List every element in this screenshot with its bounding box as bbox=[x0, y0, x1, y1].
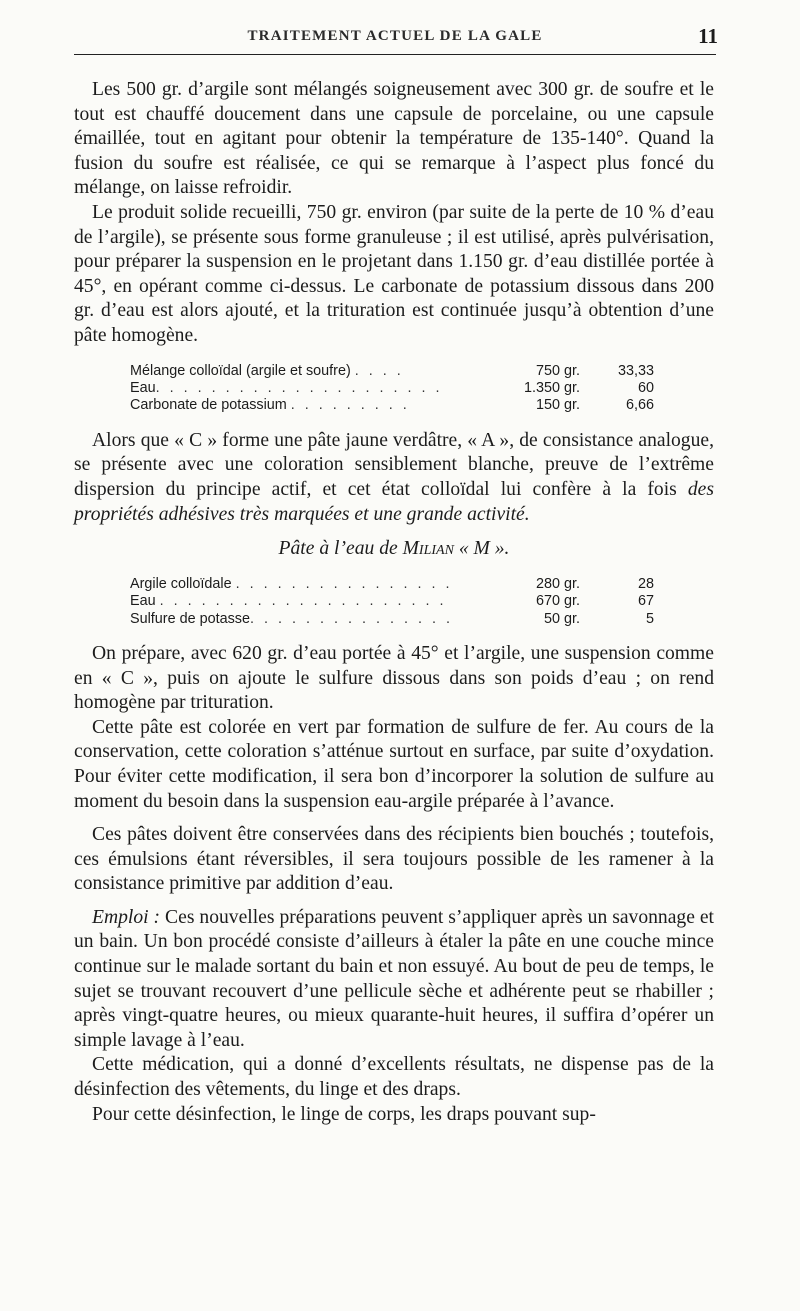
recipe-caption-milian bbox=[74, 537, 714, 562]
dot-leader: . . . . . . . . . . . . . . . bbox=[250, 610, 453, 627]
recipe-table-m bbox=[130, 576, 654, 628]
dot-leader: . . . . bbox=[354, 362, 404, 379]
table-row bbox=[130, 380, 654, 397]
ingredient-name: Argile colloïdale bbox=[130, 575, 232, 592]
table-row bbox=[130, 576, 654, 593]
table-row bbox=[130, 363, 654, 380]
dot-leader: . . . . . . . . . bbox=[290, 397, 410, 414]
running-title: TRAITEMENT ACTUEL DE LA GALE bbox=[247, 28, 543, 44]
ingredient-quantity: 150 gr. bbox=[535, 397, 580, 414]
ingredient-percent: 5 bbox=[645, 610, 654, 627]
ingredient-name: Sulfure de potasse bbox=[130, 610, 251, 627]
ingredient-name: Mélange colloïdal (argile et soufre) bbox=[130, 362, 351, 379]
caption-suffix: « M ». bbox=[453, 538, 510, 560]
ingredient-name: Eau bbox=[130, 593, 156, 610]
usage-label: Emploi : bbox=[92, 906, 161, 928]
paragraph-storage: Ces pâtes doivent être conservées dans des récipients bien bouchés ; toutefois, ces émulsions étant réversibles, il sera toujours possible de les ramener à la consistance primitive par addition d’eau. bbox=[74, 824, 714, 895]
paragraph-clay-sulfur-heating: Les 500 gr. d’argile sont mélangés soigneusement avec 300 gr. de soufre et le tout est chauffé doucement dans une capsule de porcelaine, ou une capsule émaillée, tout en agitant pour obtenir la température de 135-140°. Quand la fusion du soufre est réalisée, ce qui se remarque à l’aspect plus foncé du mélange, on laisse refroidir. bbox=[74, 79, 714, 199]
ingredient-percent: 28 bbox=[637, 575, 654, 592]
paragraph-solid-product: Le produit solide recueilli, 750 gr. environ (par suite de la perte de 10 % d’eau de l’argile), se présente sous forme granuleuse ; il est utilisé, après pulvérisation, pour préparer la suspension en le projetant dans 1.150 gr. d’eau distillée portée à 45°, en opérant comme ci-dessus. Le carbonate de potassium dissous dans 200 gr. d’eau est alors ajouté, et la trituration est continuée jusqu’à obtention d’une pâte homogène. bbox=[74, 201, 714, 346]
page-header bbox=[74, 24, 716, 55]
ingredient-quantity: 750 gr. bbox=[535, 362, 580, 379]
ingredient-percent: 67 bbox=[637, 593, 654, 610]
paragraph-usage bbox=[74, 906, 714, 1054]
caption-author: Milian bbox=[402, 538, 454, 560]
paragraph-coloration: Cette pâte est colorée en vert par formation de sulfure de fer. Au cours de la conservation, cette coloration s’atténue surtout en surface, par suite d’oxydation. Pour éviter cette modification, il sera bon d’incorporer la solution de sulfure au moment du besoin dans la suspension eau-argile préparée à l’avance. bbox=[74, 716, 714, 812]
ingredient-quantity: 1.350 gr. bbox=[523, 379, 580, 396]
ingredient-percent: 60 bbox=[637, 379, 654, 396]
paragraph-preparation: On prépare, avec 620 gr. d’eau portée à 45° et l’argile, une suspension comme en « C », puis on ajoute le sulfure dissous dans son poids d’eau ; on rend homogène par trituration. bbox=[74, 642, 714, 714]
ingredient-quantity: 50 gr. bbox=[543, 610, 580, 627]
table-row bbox=[130, 397, 654, 414]
paragraph-comparison bbox=[74, 429, 714, 527]
emphasis-text: des propriétés adhésives très marquées et une grande activité. bbox=[74, 478, 714, 525]
ingredient-percent: 6,66 bbox=[625, 397, 654, 414]
ingredient-percent: 33,33 bbox=[617, 362, 654, 379]
paragraph-disinfection: Pour cette désinfection, le linge de corps, les draps pouvant sup- bbox=[92, 1103, 596, 1125]
paragraph-medication: Cette médication, qui a donné d’excellents résultats, ne dispense pas de la désinfection des vêtements, du linge et des draps. bbox=[74, 1054, 714, 1101]
table-row bbox=[130, 611, 654, 628]
page-number: 11 bbox=[698, 24, 718, 48]
ingredient-name: Eau bbox=[130, 379, 156, 396]
paragraph-text: Alors que « C » forme une pâte jaune verdâtre, « A », de consistance analogue, se présente avec une coloration sensiblement blanche, preuve de l’extrême dispersion du principe actif, et cet état colloïdal lui confère à la fois bbox=[74, 429, 714, 500]
ingredient-name: Carbonate de potassium bbox=[130, 397, 287, 414]
recipe-table-a bbox=[130, 363, 654, 415]
ingredient-quantity: 280 gr. bbox=[535, 575, 580, 592]
paragraph-text: Ces nouvelles préparations peuvent s’appliquer après un savonnage et un bain. Un bon procédé consiste d’ailleurs à étaler la pâte en une couche mince continue sur le malade sortant du bain et non essuyé. Au bout de peu de temps, le sujet se trouvant recouvert d’une pellicule sèche et adhérente peut se rhabiller ; après vingt-quatre heures, ou mieux quarante-huit heures, il suffira d’opérer un simple lavage à l’eau. bbox=[74, 906, 714, 1051]
dot-leader: . . . . . . . . . . . . . . . . . . . . . bbox=[155, 379, 443, 396]
ingredient-quantity: 670 gr. bbox=[535, 593, 580, 610]
dot-leader: . . . . . . . . . . . . . . . . bbox=[235, 575, 453, 592]
body-text bbox=[74, 78, 714, 1127]
caption-prefix: Pâte à l’eau de bbox=[278, 538, 403, 560]
table-row bbox=[130, 593, 654, 610]
dot-leader: . . . . . . . . . . . . . . . . . . . . . bbox=[159, 593, 447, 610]
